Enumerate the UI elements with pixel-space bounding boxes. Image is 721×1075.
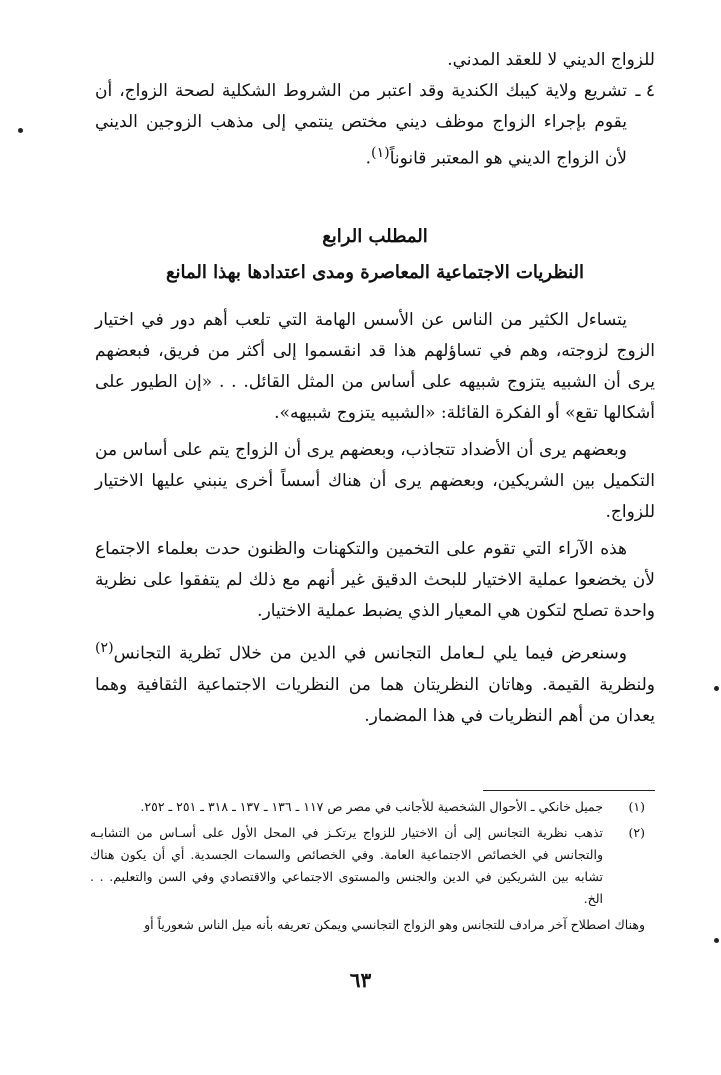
- main-text-body: [95, 305, 655, 732]
- footnote-2: [90, 822, 645, 910]
- margin-mark: [18, 128, 23, 133]
- paragraph-2: وبعضهم يرى أن الأضداد تتجاذب، وبعضهم يرى أن الزواج يتم على أساس من التكميل بين الشريكين، وبعضهم يرى أن هناك أسساً أخرى ينبني عليها الاختيار للزواج.: [95, 440, 655, 522]
- footnote-1: [90, 796, 645, 818]
- paragraph-4: [95, 633, 655, 732]
- section-title: المطلب الرابع: [322, 226, 428, 247]
- continuation-line: للزواج الديني لا للعقد المدني.: [447, 50, 655, 70]
- section-subtitle: النظريات الاجتماعية المعاصرة ومدى اعتدادها بهذا المانع: [165, 262, 585, 283]
- list-item-4: [95, 76, 655, 175]
- footnote-separator: [483, 790, 655, 791]
- margin-mark: [714, 938, 719, 943]
- footnote-2-continuation: وهناك اصطلاح آخر مرادف للتجانس وهو الزواج التجانسي ويمكن تعريفه بأنه ميل الناس شعورياً أو: [144, 917, 645, 932]
- list-item-text: تشريع ولاية كيبك الكندية وقد اعتبر من الشروط الشكلية لصحة الزواج، أن يقوم بإجراء الزواج موظف ديني مختص ينتمي إلى مذهب الزوجين الديني لأن الزواج الديني هو المعتبر قانوناً: [95, 81, 627, 169]
- footnotes: [90, 796, 645, 940]
- paragraph-1: يتساءل الكثير من الناس عن الأسس الهامة التي تلعب أهم دور في اختيار الزوج لزوجته، وهم في تساؤلهم هذا قد انقسموا إلى أكثر من فريق، فبعضهم يرى أن الشبيه يتزوج شبيهه على أساس من المثل القائل. . . «إن الطيور على أشكالها تقع» أو الفكرة القائلة: «الشبيه يتزوج شبيهه».: [95, 310, 655, 423]
- main-text-top: [95, 45, 655, 175]
- page-number: ٦٣: [349, 968, 372, 992]
- footnote-2-text: تذهب نظرية التجانس إلى أن الاختيار للزواج يرتكـز في المحل الأول على أسـاس من التشابـه والتجانس في الخصائص الاجتماعية العامة. وفي الخصائص والسمات الجسدية. أي أن يكون هناك تشابه بين الشريكين في الدين والجنس والمستوى الاجتماعي والاقتصادي وفي السن والتعليم. . . الخ.: [90, 825, 603, 906]
- margin-mark: [714, 686, 719, 691]
- list-item-end: .: [365, 148, 372, 169]
- footnote-ref-1: (١): [371, 145, 390, 161]
- footnote-ref-2: (٢): [95, 640, 114, 656]
- list-item-number: ٤ ـ: [635, 81, 655, 101]
- paragraph-4-start: وسنعرض فيما يلي لـعامل التجانس في الدين من خلال نَظرية التجانس: [113, 643, 627, 664]
- paragraph-3: هذه الآراء التي تقوم على التخمين والتكهنات والظنون حدت بعلماء الاجتماع لأن يخضعوا عملية الاختيار للبحث الدقيق غير أنهم مع ذلك لم يتفقوا على نظرية واحدة تصلح لتكون هي المعيار الذي يضبط عملية الاختيار.: [95, 539, 655, 621]
- footnote-1-text: جميل خانكي ـ الأحوال الشخصية للأجانب في مصر ص ١١٧ ـ ١٣٦ ـ ١٣٧ ـ ٣١٨ ـ ٢٥١ ـ ٢٥٢.: [140, 799, 603, 814]
- footnote-1-number: (١): [628, 799, 645, 814]
- paragraph-4-end: ولنظرية القيمة. وهاتان النظريتان هما من النظريات الاجتماعية الثقافية وهما يعدان من أهم النظريات في هذا المضمار.: [95, 674, 655, 726]
- footnote-2-number: (٢): [628, 825, 645, 840]
